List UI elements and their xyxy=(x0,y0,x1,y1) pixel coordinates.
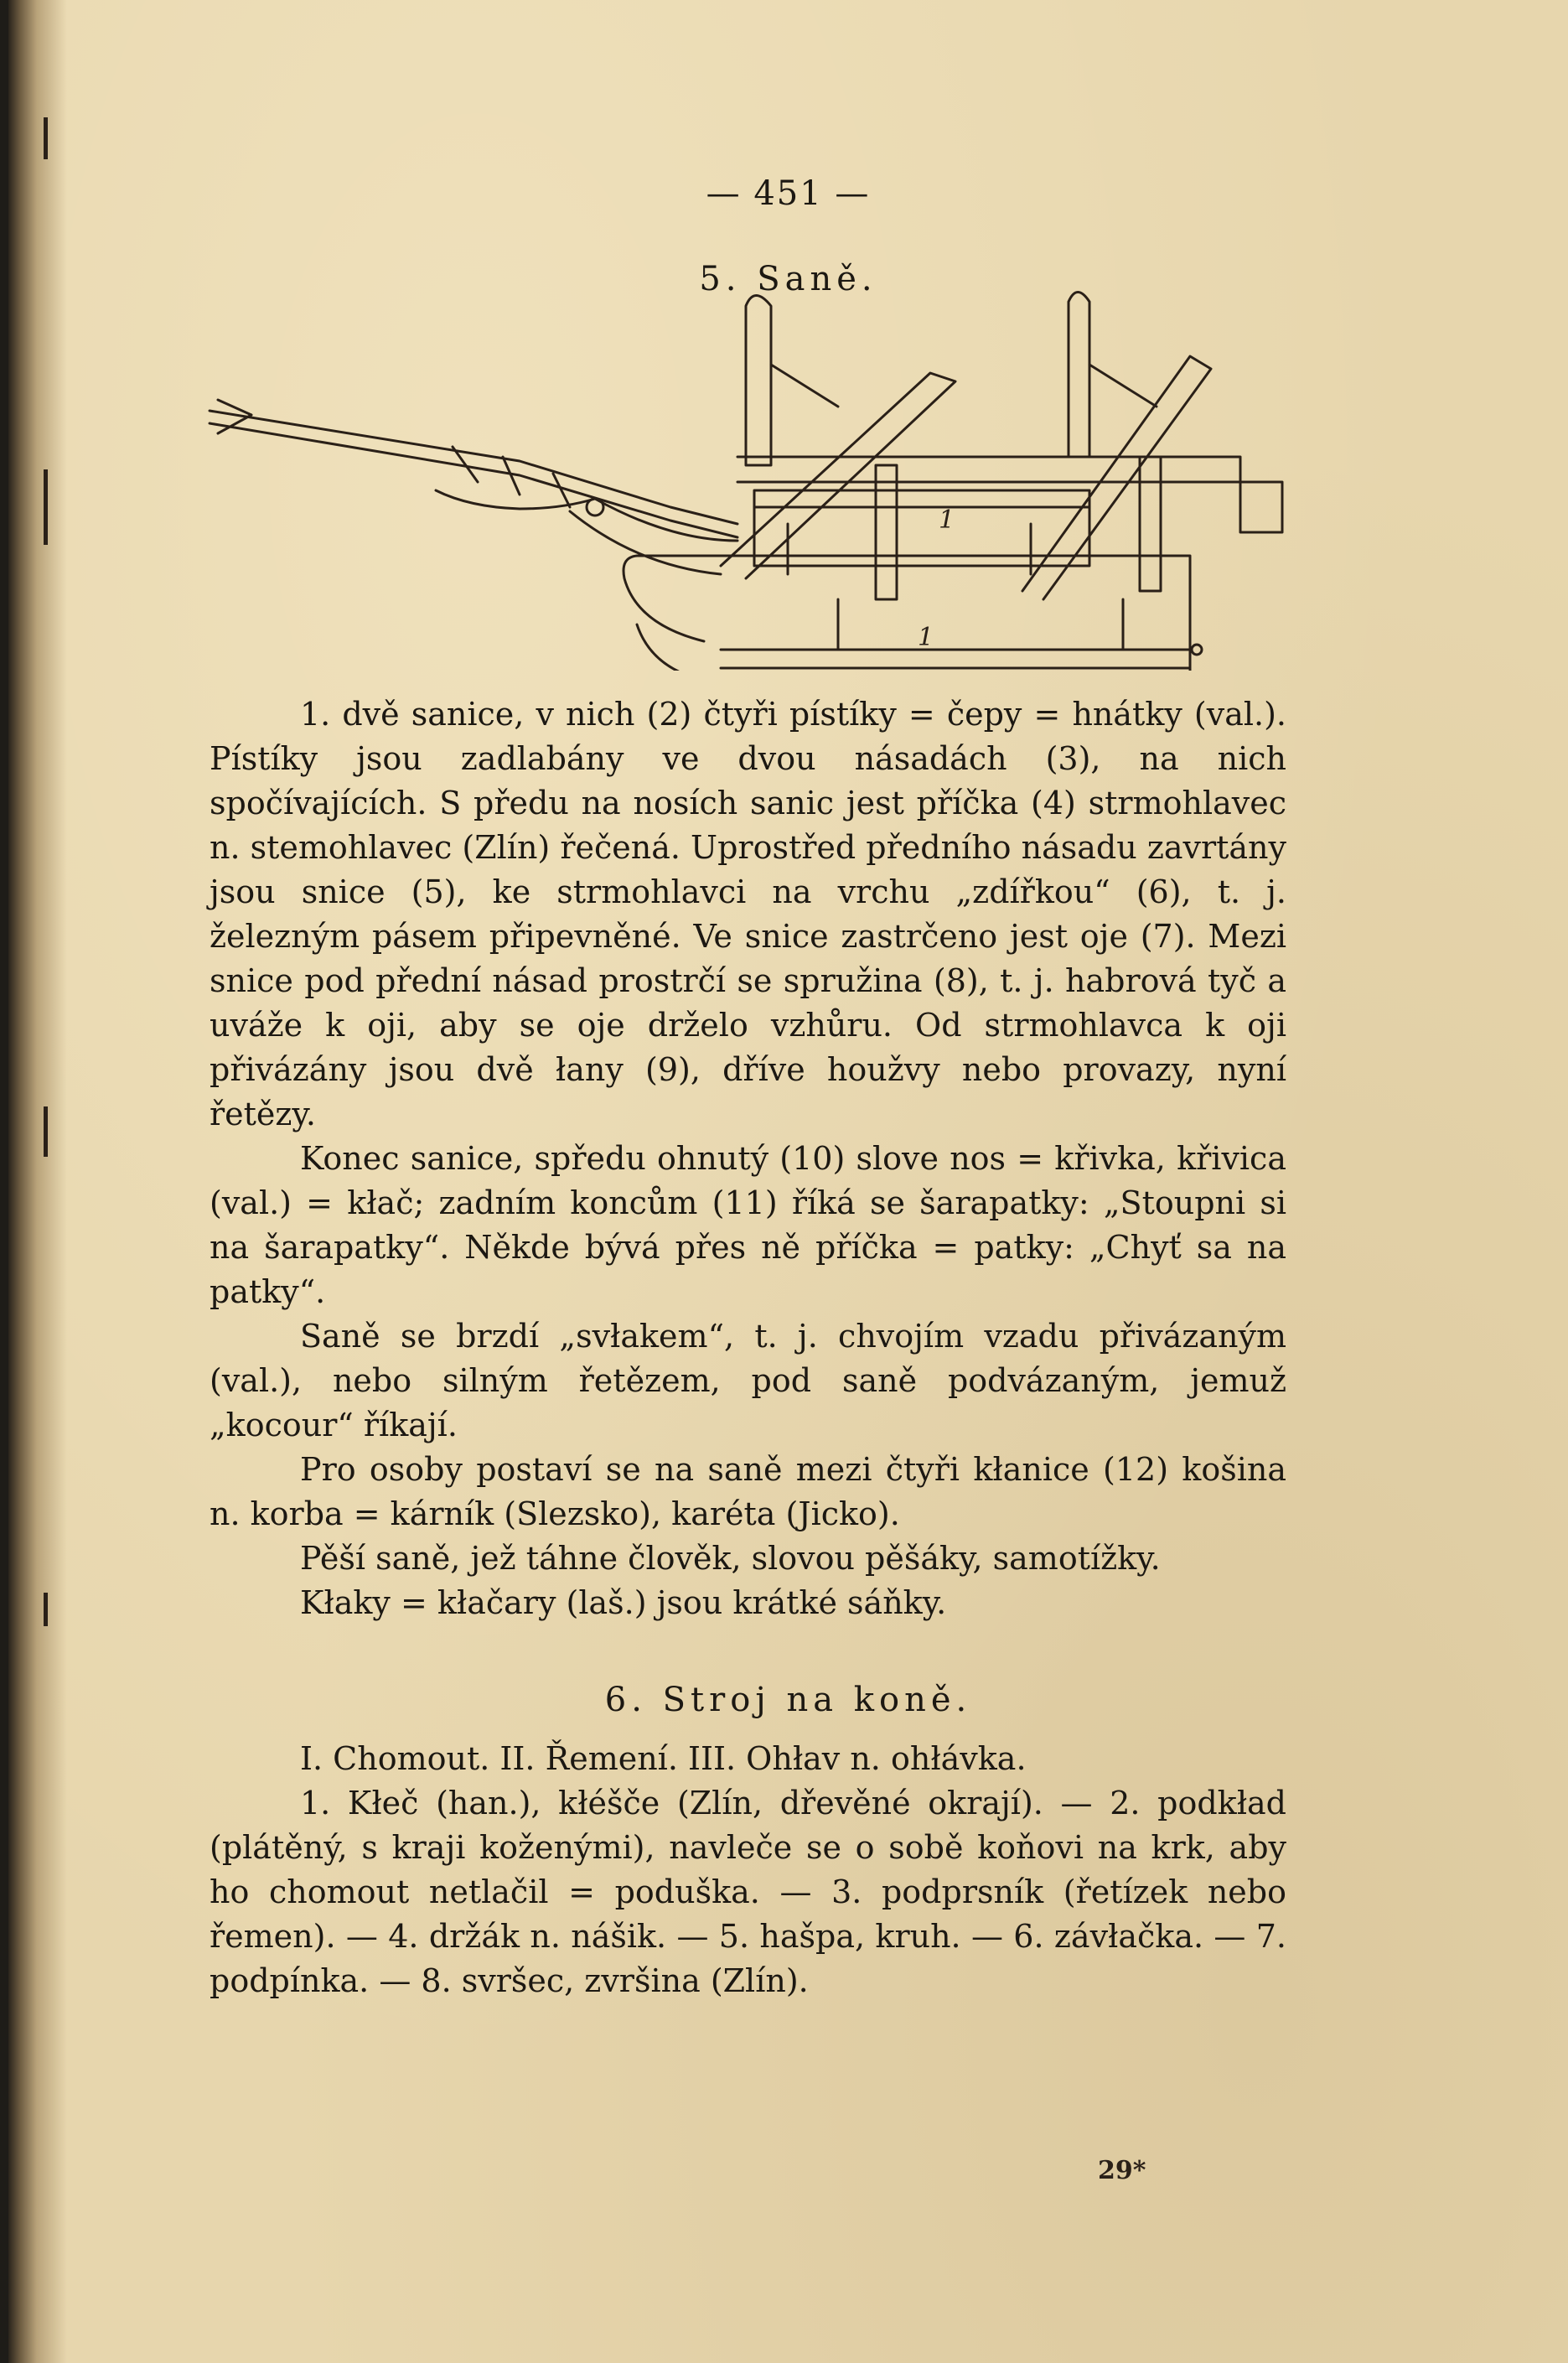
book-page xyxy=(8,0,1568,2363)
margin-ink-mark xyxy=(44,117,48,159)
margin-ink-mark xyxy=(44,1106,48,1157)
section-heading-stroj: 6. Stroj na koně. xyxy=(604,1681,972,1719)
paragraph: Konec sanice, spředu ohnutý (10) slove nos = křivka, křivica (val.) = kłač; zadním koncům (11) říká se šarapatky: „Stoupni si na šarapatky“. Někde bývá přes ně příčka = patky: „Chyť sa na patky“. xyxy=(210,1140,1286,1310)
figure-label: 1 xyxy=(918,623,934,652)
section-heading-sane: 5. Saně. xyxy=(699,260,877,298)
margin-ink-mark xyxy=(44,1593,48,1626)
sled-illustration xyxy=(201,289,1291,671)
paragraph: 1. Kłeč (han.), kłéšče (Zlín, dřevěné okrají). — 2. podkład (plátěný, s kraji koženými), navleče se o sobě koňovi na krk, aby ho chomout netlačil = poduška. — 3. podprsník (řetízek nebo řemen). — 4. držák n. nášik. — 5. hašpa, kruh. — 6. závłačka. — 7. podpínka. — 8. svršec, zvršina (Zlín). xyxy=(210,1785,1286,1999)
section-body-sane xyxy=(210,692,1286,1625)
paragraph: I. Chomout. II. Řemení. III. Ohłav n. ohłávka. xyxy=(300,1740,1027,1777)
printer-signature-mark: 29* xyxy=(1098,2156,1146,2185)
paragraph: Saně se brzdí „svłakem“, t. j. chvojím vzadu přivázaným (val.), nebo silným řetězem, pod saně podvázaným, jemuž „kocour“ říkají. xyxy=(210,1318,1286,1443)
figure-label: 1 xyxy=(939,505,955,535)
paragraph: Kłaky = kłačary (laš.) jsou krátké sáňky. xyxy=(300,1584,947,1621)
page-number: — 451 — xyxy=(706,174,871,213)
book-binding-shadow xyxy=(8,0,67,2363)
paragraph: 1. dvě sanice, v nich (2) čtyři pístíky = čepy = hnátky (val.). Pístíky jsou zadlabány ve dvou násadách (3), na nich spočívajících. S předu na nosích sanic jest příčka (4) strmohlavec n. stemohlavec (Zlín) řečená. Uprostřed předního násadu zavrtány jsou snice (5), ke strmohlavci na vrchu „zdířkou“ (6), t. j. železným pásem připevněné. Ve snice zastrčeno jest oje (7). Mezi snice pod přední násad prostrčí se spružina (8), t. j. habrová tyč a uváže k oji, aby se oje drželo vzhůru. Od strmohlavca k oji přivázány jsou dvě łany (9), dříve houžvy nebo provazy, nyní řetězy. xyxy=(210,696,1286,1132)
section-body-stroj xyxy=(210,1737,1286,2003)
paragraph: Pěší saně, jež táhne člověk, slovou pěšáky, samotížky. xyxy=(300,1540,1161,1577)
paragraph: Pro osoby postaví se na saně mezi čtyři kłanice (12) košina n. korba = kárník (Slezsko), karéta (Jicko). xyxy=(210,1451,1286,1532)
margin-ink-mark xyxy=(44,469,48,545)
